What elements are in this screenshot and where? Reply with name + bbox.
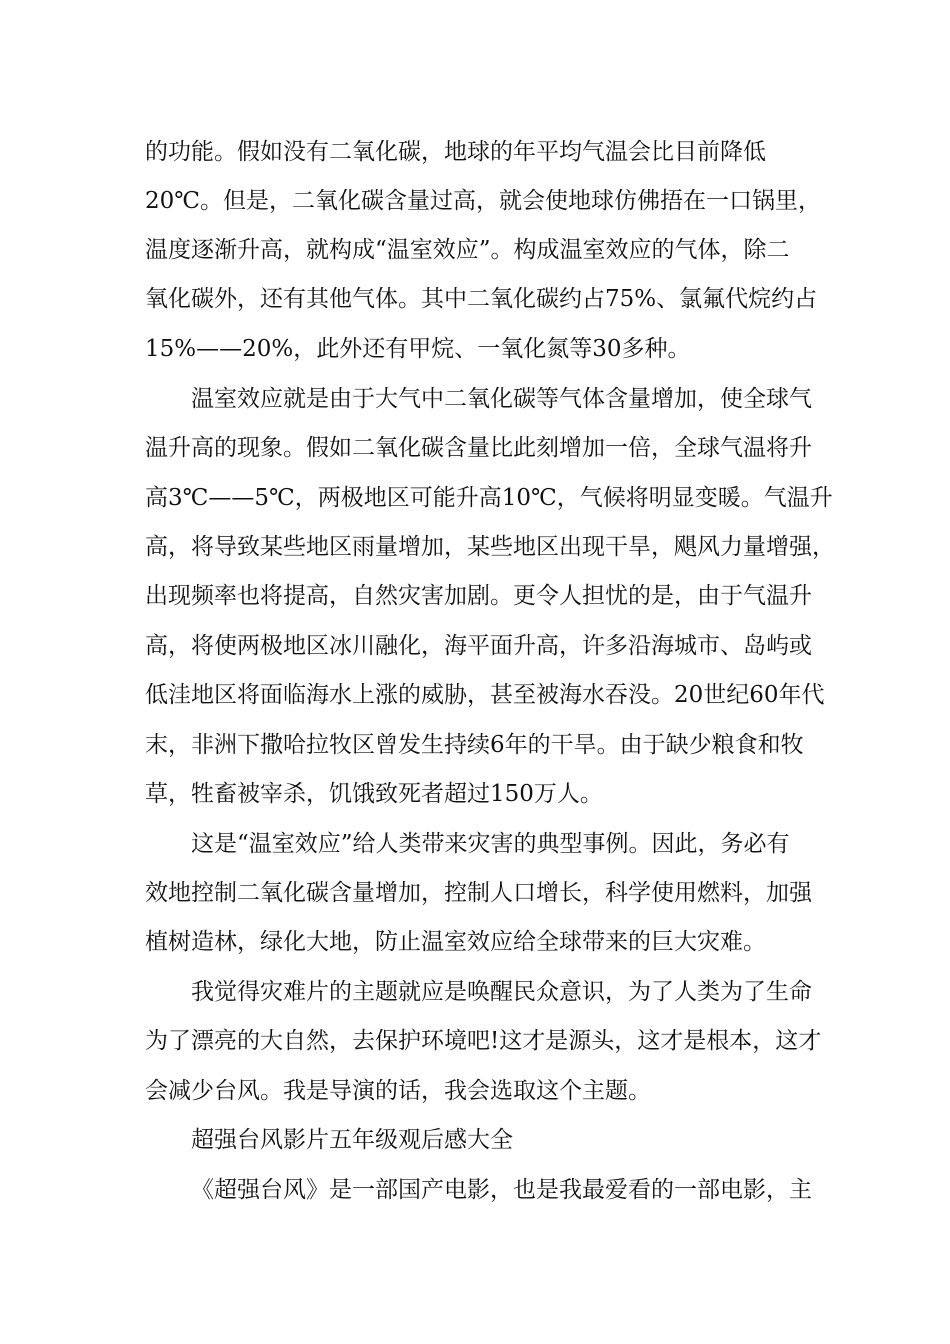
text-line: 的功能。假如没有二氧化碳，地球的年平均气温会比目前降低 — [145, 139, 766, 165]
text-line: 温升高的现象。假如二氧化碳含量比此刻增加一倍，全球气温将升 — [145, 435, 812, 461]
text-line: 20℃。但是，二氧化碳含量过高，就会使地球仿佛捂在一口锅里， — [145, 188, 821, 214]
text-line: 为了漂亮的大自然，去保护环境吧!这才是源头，这才是根本，这才 — [145, 1028, 822, 1054]
text-line: 高，将导致某些地区雨量增加，某些地区出现干旱，飓风力量增强， — [145, 534, 835, 560]
text-line: 高，将使两极地区冰川融化，海平面升高，许多沿海城市、岛屿或 — [145, 633, 812, 659]
text-line: 高3℃——5℃，两极地区可能升高10℃，气候将明显变暖。气温升 — [145, 485, 833, 511]
text-line: 氧化碳外，还有其他气体。其中二氧化碳约占75%、氯氟代烷约占 — [145, 286, 818, 312]
text-line: 末，非洲下撒哈拉牧区曾发生持续6年的干旱。由于缺少粮食和牧 — [145, 732, 804, 758]
text-line: 低洼地区将面临海水上涨的威胁，甚至被海水吞没。20世纪60年代 — [145, 682, 825, 708]
paragraph-start-line: 这是“温室效应”给人类带来灾害的典型事例。因此，务必有 — [191, 831, 790, 857]
text-line: 草，牲畜被宰杀，饥饿致死者超过150万人。 — [145, 781, 603, 807]
text-line: 温度逐渐升高，就构成“温室效应”。构成温室效应的气体，除二 — [145, 237, 790, 263]
section-heading: 超强台风影片五年级观后感大全 — [191, 1127, 513, 1153]
paragraph-start-line: 我觉得灾难片的主题就应是唤醒民众意识，为了人类为了生命 — [191, 979, 812, 1005]
text-line: 植树造林，绿化大地，防止温室效应给全球带来的巨大灾难。 — [145, 929, 766, 955]
text-line: 效地控制二氧化碳含量增加，控制人口增长，科学使用燃料，加强 — [145, 880, 812, 906]
text-line: 会减少台风。我是导演的话，我会选取这个主题。 — [145, 1078, 651, 1104]
paragraph-start-line: 《超强台风》是一部国产电影，也是我最爱看的一部电影，主 — [191, 1177, 812, 1203]
paragraph-start-line: 温室效应就是由于大气中二氧化碳等气体含量增加，使全球气 — [191, 386, 812, 412]
text-line: 15%——20%，此外还有甲烷、一氧化氮等30多种。 — [145, 336, 691, 362]
text-line: 出现频率也将提高，自然灾害加剧。更令人担忧的是，由于气温升 — [145, 583, 812, 609]
